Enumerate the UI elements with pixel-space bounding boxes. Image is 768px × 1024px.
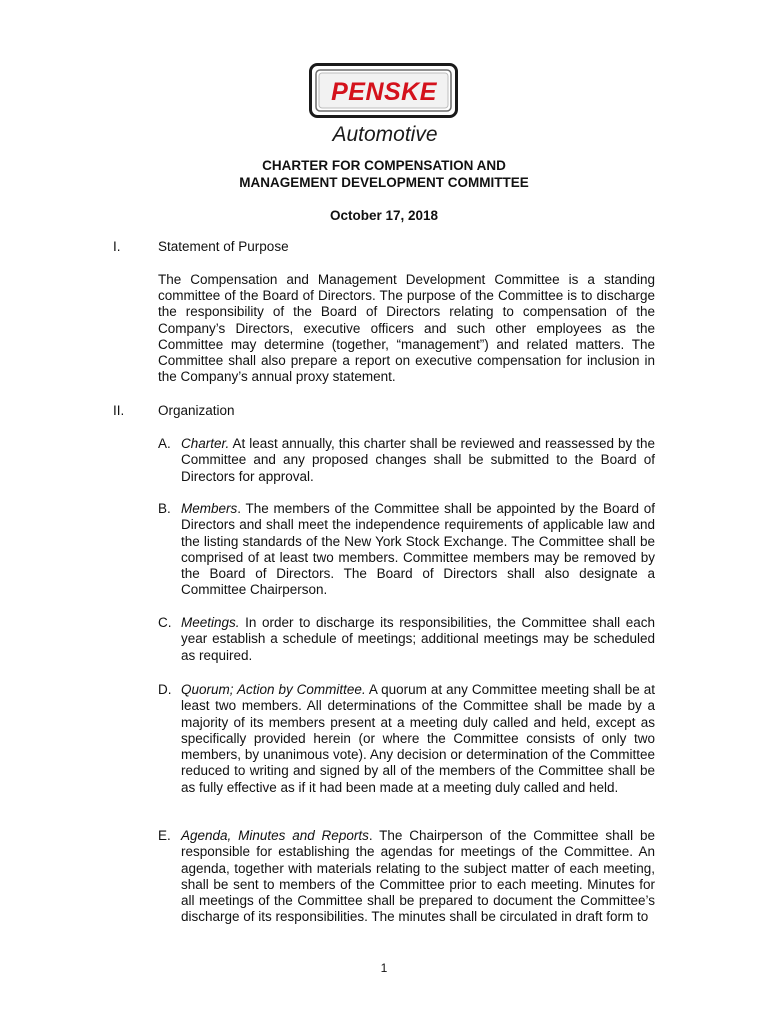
item-lead: Charter. [181,436,230,451]
item-text: . The members of the Committee shall be appointed by the Board of Directors and shall meet the independence requirements of applicable law and the listing standards of the New York Stock Exchange. The Committee shall be comprised of at least two members. Committee members may be removed by the Board of Directors. The Board of Directors shall also designate a Committee Chairperson. [181,501,655,598]
list-item-meetings [158,615,655,664]
item-text: In order to discharge its responsibilities, the Committee shall each year establish a schedule of meetings; additional meetings may be scheduled as required. [181,615,655,663]
charter-title-line-1: CHARTER FOR COMPENSATION AND [262,158,506,173]
item-letter: D. [158,682,172,697]
charter-title-line-2: MANAGEMENT DEVELOPMENT COMMITTEE [239,175,529,190]
item-body [181,615,655,664]
section-number: I. [113,239,121,254]
penske-automotive-logo [309,63,461,147]
item-letter: E. [158,828,171,843]
item-letter: B. [158,501,171,516]
logo-graphic [309,63,461,147]
item-text: . The Chairperson of the Committee shall be responsible for establishing the agendas for meetings of the Committee. An agenda, together with materials relating to the subject matter of each meeting, shall be sent to members of the Committee prior to each meeting. Minutes for all meetings of the Committee shall be prepared to document the Committee’s discharge of its responsibilities. The minutes shall be circulated in draft form to [181,828,655,925]
section-number: II. [113,403,125,418]
logo-sub-text: Automotive [332,123,438,146]
item-letter: C. [158,615,172,630]
item-text: At least annually, this charter shall be reviewed and reassessed by the Committee and any proposed changes shall be submitted to the Board of Directors for approval. [181,436,655,484]
logo-brand-text: PENSKE [331,78,437,106]
purpose-paragraph: The Compensation and Management Development Committee is a standing committee of the Board of Directors. The purpose of the Committee is to discharge the responsibility of the Board of Directors relating to compensation of the Company’s Directors, executive officers and such other employees as the Committee may determine (together, “management”) and related matters. The Committee shall also prepare a report on executive compensation for inclusion in the Company’s annual proxy statement. [158,272,655,385]
page-number: 1 [380,961,388,975]
list-item-quorum [158,682,655,796]
item-lead: Agenda, Minutes and Reports [181,828,369,843]
item-lead: Quorum; Action by Committee. [181,682,366,697]
item-text: A quorum at any Committee meeting shall be at least two members. All determinations of the Committee shall be made by a majority of its members present at a meeting duly called and held, except as specifically provided herein (or where the Committee consists of only two members, by unanimous vote). Any decision or determination of the Committee reduced to writing and signed by all of the members of the Committee shall be as fully effective as if it had been made at a meeting duly called and held. [181,682,655,795]
item-body [181,682,655,796]
section-title: Organization [158,403,235,418]
item-lead: Meetings. [181,615,240,630]
charter-date: October 17, 2018 [329,208,439,223]
item-body [181,436,655,485]
list-item-agenda [158,828,655,926]
list-item-members [158,501,655,599]
item-letter: A. [158,436,171,451]
list-item-charter [158,436,655,485]
item-lead: Members [181,501,238,516]
item-body [181,828,655,926]
section-title: Statement of Purpose [158,239,289,254]
item-body [181,501,655,599]
